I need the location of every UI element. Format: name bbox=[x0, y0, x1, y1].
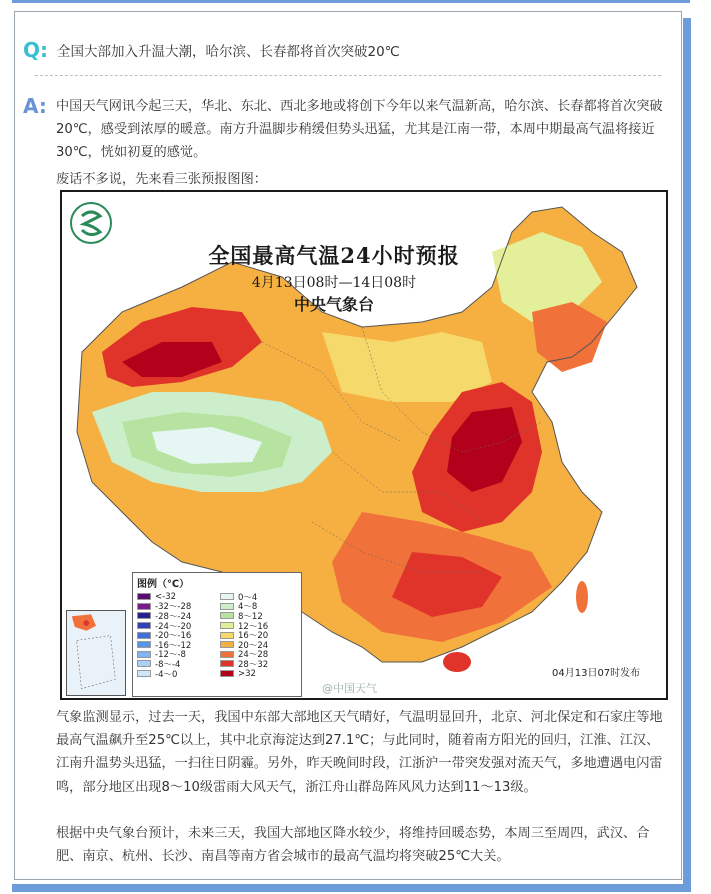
legend-swatch bbox=[137, 603, 151, 610]
bottom-accent-bar bbox=[12, 884, 690, 892]
legend-label: >32 bbox=[238, 668, 256, 679]
answer-marker: A: bbox=[23, 94, 47, 118]
legend-label: -28～-24 bbox=[155, 611, 192, 622]
answer-paragraph-4: 根据中央气象台预计，未来三天，我国大部地区降水较少，将维持回暖态势，本周三至周四，武汉、合肥、南京、杭州、长沙、南昌等南方省会城市的最高气温均将突破25℃大关。 bbox=[56, 826, 650, 865]
dashed-divider bbox=[35, 75, 661, 76]
legend-swatch bbox=[137, 632, 151, 639]
answer-paragraph-3: 气象监测显示，过去一天，我国中东部大部地区天气晴好，气温明显回升，北京、河北保定和石家庄等地最高气温飙升至25℃以上，其中北京海淀达到27.1℃；与此同时，随着南方阳光的回归，江淮、江汉、江南升温势头迅猛，一扫往日阴霾。另外，昨天晚间时段，江浙沪一带突发强对流天气，多地遭遇电闪雷鸣，部分地区出现8～10级雷雨大风天气，浙江舟山群岛阵风风力达到11～13级。 bbox=[56, 710, 663, 795]
legend-label: 12～16 bbox=[238, 621, 269, 632]
legend-swatch bbox=[220, 622, 234, 629]
legend-column-warm bbox=[220, 592, 297, 678]
legend-swatch bbox=[220, 632, 234, 639]
south-china-sea-inset bbox=[66, 610, 126, 696]
legend-label: 8～12 bbox=[238, 611, 263, 622]
temperature-forecast-map bbox=[60, 190, 668, 700]
legend-item bbox=[220, 592, 297, 602]
legend-label: 24～28 bbox=[238, 650, 269, 661]
legend-item bbox=[220, 659, 297, 669]
legend-label: 20～24 bbox=[238, 640, 269, 651]
weibo-watermark: @中国天气 bbox=[322, 682, 377, 695]
legend-label: -12～-8 bbox=[155, 650, 186, 661]
map-legend bbox=[132, 572, 302, 697]
legend-swatch bbox=[137, 641, 151, 648]
legend-swatch bbox=[220, 612, 234, 619]
top-accent-line bbox=[12, 0, 690, 3]
answer-paragraph-1: 中国天气网讯今起三天，华北、东北、西北多地或将创下今年以来气温新高，哈尔滨、长春都将首次突破20℃，感受到浓厚的暖意。南方升温脚步稍缓但势头迅猛，尤其是江南一带，本周中期最高气温将接近30℃，恍如初夏的感觉。 bbox=[56, 99, 663, 161]
legend-swatch bbox=[220, 660, 234, 667]
map-agency: 中央气象台 bbox=[293, 295, 374, 314]
legend-swatch bbox=[137, 651, 151, 658]
legend-label: -4～0 bbox=[155, 669, 178, 680]
legend-swatch bbox=[137, 593, 151, 600]
cma-logo bbox=[70, 202, 112, 244]
legend-item bbox=[137, 669, 214, 679]
question-row bbox=[23, 32, 671, 68]
legend-label: 28～32 bbox=[238, 659, 269, 670]
question-text: 全国大部加入升温大潮，哈尔滨、长春都将首次突破20℃ bbox=[57, 44, 400, 60]
legend-label: -32～-28 bbox=[155, 602, 192, 613]
legend-column-cold bbox=[137, 592, 214, 678]
map-period: 4月13日08时—14日08时 bbox=[251, 275, 417, 291]
issued-time: 04月13日07时发布 bbox=[552, 668, 641, 679]
legend-swatch bbox=[220, 593, 234, 600]
legend-swatch bbox=[137, 622, 151, 629]
legend-label: 0～4 bbox=[238, 592, 258, 603]
legend-label: 16～20 bbox=[238, 631, 269, 642]
right-accent-bar bbox=[683, 18, 691, 892]
legend-item bbox=[220, 669, 297, 679]
legend-label: -16～-12 bbox=[155, 640, 192, 651]
answer-paragraph-2: 废话不多说，先来看三张预报图图： bbox=[56, 172, 267, 187]
map-title: 全国最高气温24小时预报 bbox=[208, 243, 460, 268]
legend-label: <-32 bbox=[155, 591, 177, 602]
legend-label: -8～-4 bbox=[155, 659, 181, 670]
legend-swatch bbox=[220, 670, 234, 677]
legend-label: 4～8 bbox=[238, 602, 258, 613]
legend-label: -24～-20 bbox=[155, 621, 192, 632]
legend-swatch bbox=[220, 603, 234, 610]
legend-swatch bbox=[220, 641, 234, 648]
legend-label: -20～-16 bbox=[155, 631, 192, 642]
legend-title: 图例（℃） bbox=[137, 579, 190, 590]
legend-swatch bbox=[137, 612, 151, 619]
legend-swatch bbox=[137, 660, 151, 667]
legend-swatch bbox=[220, 651, 234, 658]
legend-swatch bbox=[137, 670, 151, 677]
qa-card bbox=[14, 11, 682, 880]
question-marker: Q: bbox=[23, 38, 48, 62]
